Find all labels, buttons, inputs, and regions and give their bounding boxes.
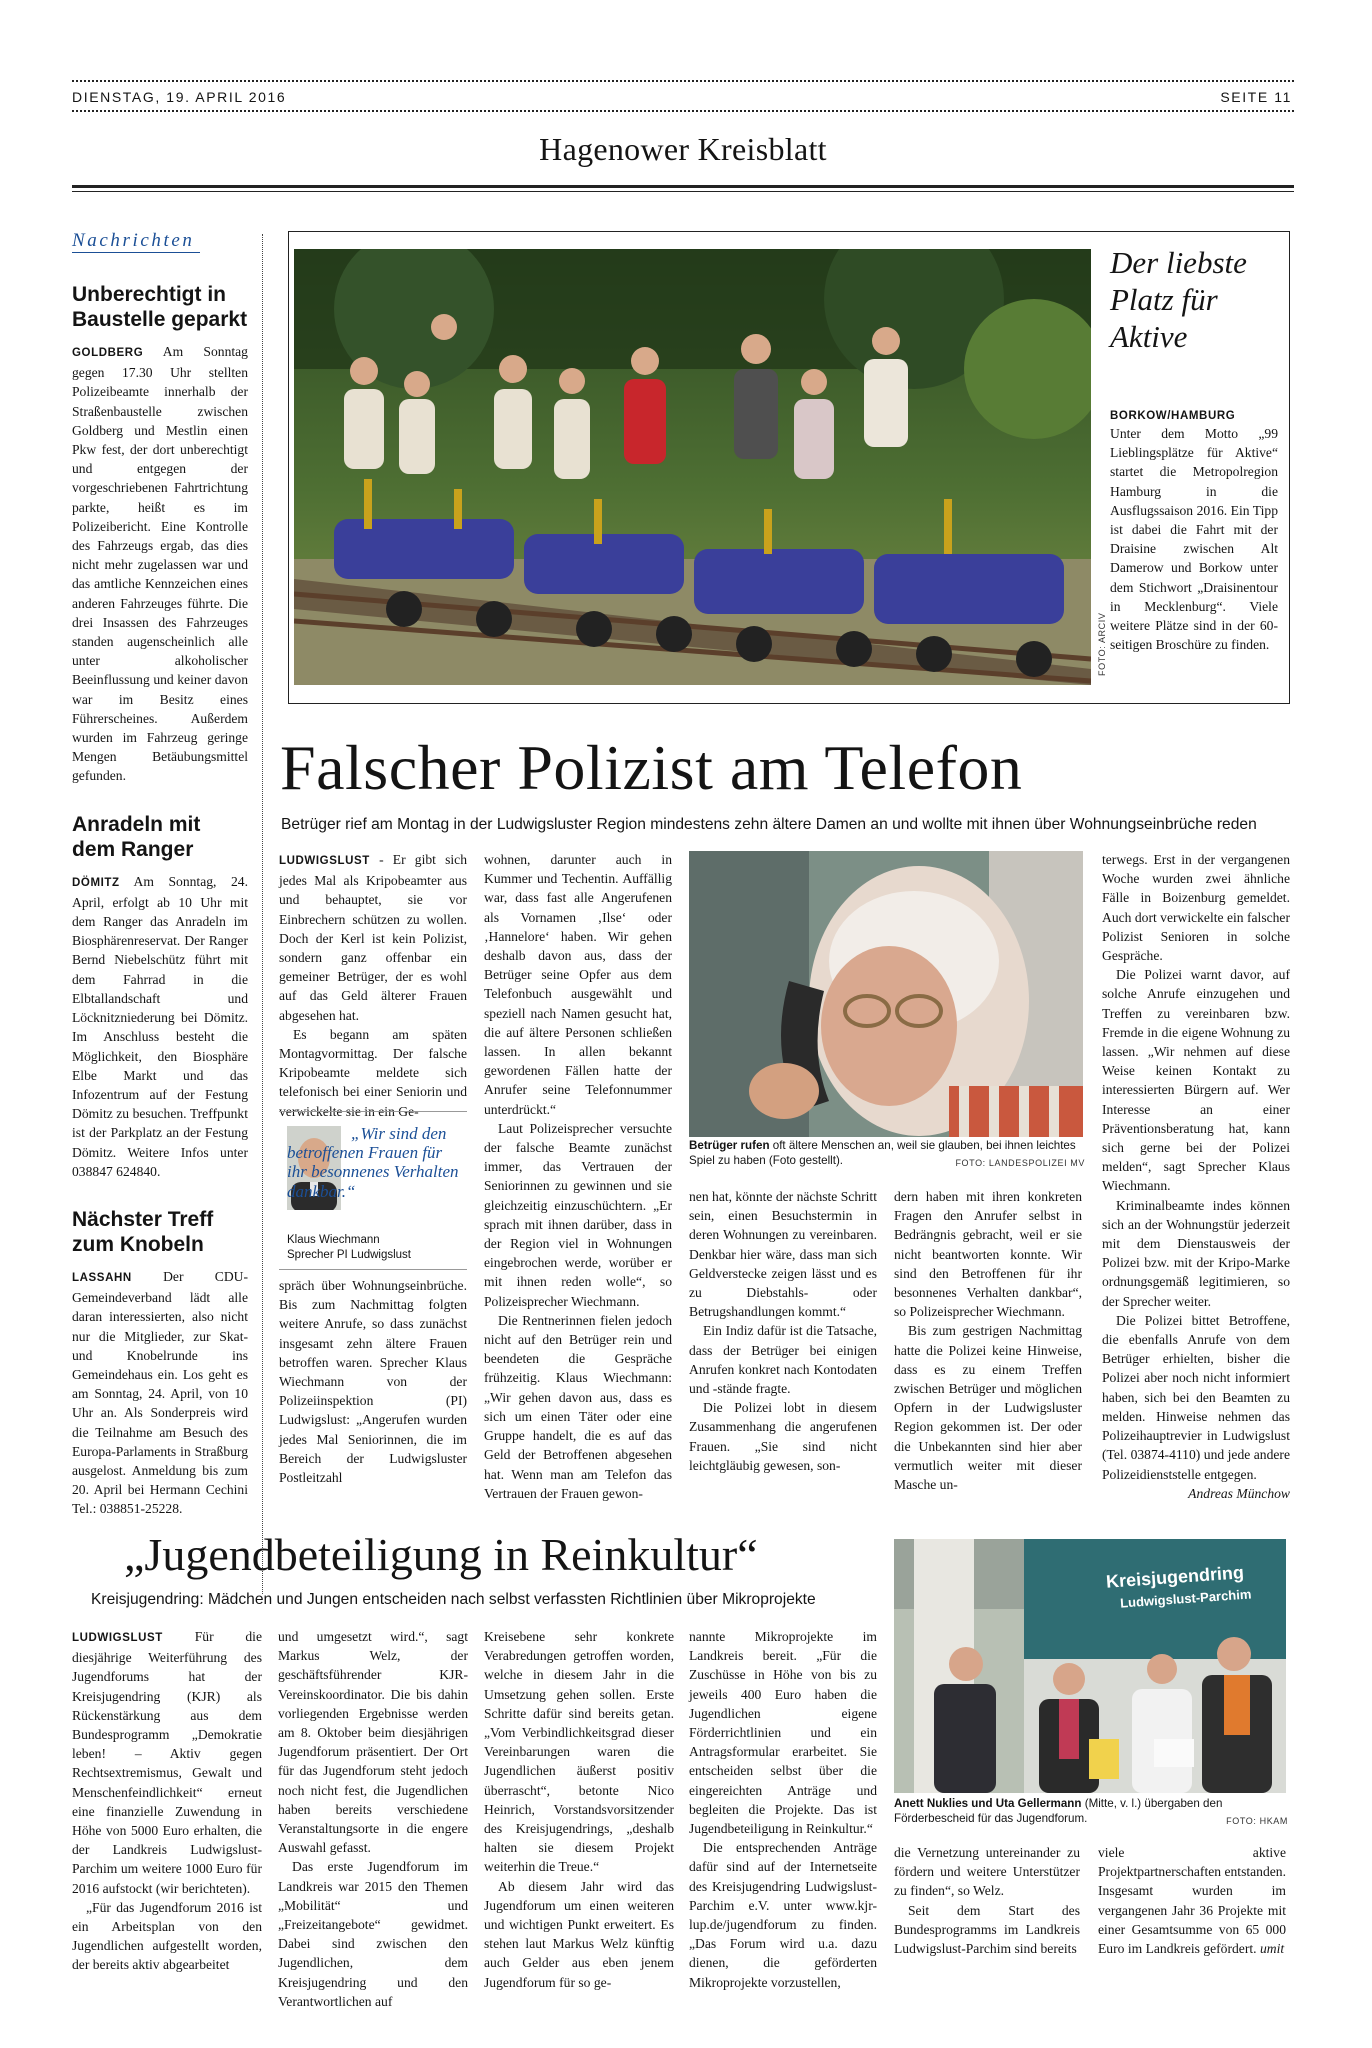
feature-body [1110,410,1278,654]
photo-sign-text: Kreisjugendring [1105,1562,1245,1592]
phone-photo-image [689,851,1083,1137]
article-column: Kreisebene sehr konkrete Verabredungen getroffen worden, welche in diesem Jahr in die Umsetzung gehen sollen. Erste Schritte dafür sind bereits getan. „Vom Verbindlichkeitsgrad dieser Vereinbarungen waren die Jugendlichen äußerst positiv überrascht“, betonte Nico Heinrich, Vorstandsvorsitzender des Kreisjugendrings, „deshalb halten sie diesem Projekt weiterhin die Treue.“ Ab diesem Jahr wird das Jugendforum um einen weiteren und wichtigen Punkt erweitert. Es stehen laut Markus Welz künftig auch Gelder aus eben jenem Jugendforum für so ge- [484,1629,674,1990]
article-column: und umgesetzt wird.“, sagt Markus Welz, der geschäftsführender KJR-Vereinskoordinator. Die bis dahin vorliegenden Ergebnisse werden am 8. Oktober beim diesjährigen Jugendforum präsentiert. Der Ort für das Jugendforum steht jedoch noch nicht fest, die Jugendlichen haben bereits verschiedene Veranstaltungsorte in die engere Auswahl gefasst. Das erste Jugendforum im Landkreis war 2015 den Themen „Mobilität“ und „Freizeitangebote“ gewidmet. Dabei sind zwischen den Jugendlichen, dem Kreisjugendring und den Verantwortlichen auf [278,1629,468,2009]
article-author: Andreas Münchow [1188,1485,1290,1501]
photo-sign-text: Ludwigslust-Parchim [1119,1586,1252,1611]
article-dateline: LUDWIGSLUST [72,1632,163,1644]
page-title: Hagenower Kreisblatt [539,131,827,167]
article-column: dern haben mit ihren konkreten Fragen den Anrufer selbst in Bedrängnis gebracht, weil er sie nicht beantworten konnte. Wir sind den Betroffenen für ihr besonnenes Verhalten dankbar“, so Polizeisprecher Wiechmann. Bis zum gestrigen Nachmittag hatte die Polizei keine Hinweise, dass es zu einem Treffen zwischen Betrüger und möglichen Opfern in der Ludwigsluster Region gekommen ist. Der oder die Unbekannten sind hier aber vermutlich weiter mit dieser Masche un- [894,1189,1082,1493]
header-rule-mid [72,110,1294,112]
phone-photo [689,851,1083,1137]
news-text: Der CDU-Gemeindeverband lädt alle daran interessierten, also nicht nur die Mitglieder, zur Skat- und Knobelrunde ins Gemeindehaus ein. Los geht es am Sonntag, 24. April, von 10 Uhr an. Als Sonderpreis wird die Teilnahme am Besuch des Europa-Parlaments in Straßburg ausgelost. Anmeldung bis zum 20. April bei Hermann Cechini Tel.: 038851-25228. [72,1268,248,1517]
column-divider [262,234,263,1594]
group-photo [894,1539,1286,1793]
article-column: viele aktive Projektpartnerschaften entstanden. Insgesamt wurden im vergangenen Jahr 36 Projekte mit einer Gesamtsumme von 65 000 Euro im Landkreis gefördert. umit [1098,1845,1286,1957]
article-column: LUDWIGSLUST Für die diesjährige Weiterführung des Jugendforums hat der Kreisjugendring (KJR) als Rückenstärkung aus dem Bundesprogramm „Demokratie leben! – Aktiv gegen Rechtsextremismus, Gewalt und Menschenfeindlichkeit“ erneut eine finanzielle Zuwendung in Höhe von 5000 Euro erhalten, die der Landkreis Ludwigslust-Parchim um weitere 1000 Euro für 2016 aufstockt (wir berichteten). „Für das Jugendforum 2016 ist ein Arbeitsplan von den Jugendlichen aufgestellt worden, der bereits aktiv abgearbeitet [72,1629,262,1973]
news-column [72,282,248,1539]
quote-name: Klaus Wiechmann [287,1234,380,1246]
news-dateline: LASSAHN [72,1271,132,1284]
draisine-photo [294,249,1091,685]
news-item [72,812,248,1181]
article-column: wohnen, darunter auch in Kummer und Techentin. Auffällig war, dass fast alle Angerufenen als Vornamen ‚Ilse‘ oder ‚Hannelore‘ haben. Wir gehen deshalb davon aus, dass der Betrüger seine Opfer aus dem Telefonbuch ausgewählt und speziell nach Namen gesucht hat, die auf ältere Personen schließen lassen. In allen bekannt gewordenen Fällen hatte der Anrufer seine Telefonnummer unterdrückt.“ Laut Polizeisprecher versuchte der falsche Beamte zunächst immer, das Vertrauen der Seniorinnen zu gewinnen und sie gleichzeitig einzuschüchtern. „Er sprach mit ihnen darüber, dass in der Region viel in Wohnungen eingebrochen werde, worüber er mit ihnen reden wolle“, so Polizeisprecher Wiechmann. Die Rentnerinnen fielen jedoch nicht auf den Betrüger rein und beendeten die Gespräche frühzeitig. Klaus Wiechmann: „Wir gehen davon aus, dass es sich um einen Täter oder eine Gruppe handelt, die es auf das Geld der Betroffenen abgesehen hat. Wenn man am Telefon das Vertrauen der Frauen gewon- [484,852,672,1501]
header-rule-bottom [72,185,1294,188]
article-dateline: LUDWIGSLUST [279,855,370,867]
feature-dateline: BORKOW/HAMBURG [1110,410,1236,422]
article-column: nen hat, könnte der nächste Schritt sein, einen Besuchstermin in deren Wohnungen zu vereinbaren. Denkbar hier wäre, dass man sich Geldverstecke zeigen lässt und es zu Diebstahls- oder Betrugshandlungen kommt.“ Ein Indiz dafür ist die Tatsache, dass der Betrüger bei einigen Anrufen konkret nach Kontodaten und -stände fragte. Die Polizei lobt in diesem Zusammenhang die angerufenen Frauen. „Sie sind nicht leichtgläubig gewesen, son- [689,1189,877,1473]
news-headline: Anradeln mit dem Ranger [72,812,201,861]
photo-credit: FOTO: HKAM [1226,1816,1288,1826]
article-headline: Falscher Polizist am Telefon [280,732,1023,803]
photo-credit: FOTO: LANDESPOLIZEI MV [955,1158,1085,1168]
news-dateline: DÖMITZ [72,876,120,889]
news-dateline: GOLDBERG [72,347,144,359]
news-headline: Unberechtigt in Baustelle geparkt [72,283,248,331]
article-column: LUDWIGSLUST - Er gibt sich jedes Mal als Kripobeamter aus und behauptet, sie vor Einbrechern schützen zu wollen. Doch der Kerl ist kein Polizist, sondern ganz offenbar ein gemeiner Betrüger, der es wohl auf das Geld älterer Frauen abgesehen hat. Es begann am späten Montagvormittag. Der falsche Kripobeamte meldete sich telefonisch bei einer Seniorin und verwickelte sie in ein Ge- [279,852,467,1119]
quote-box [279,1111,467,1270]
pull-quote: „Wir sind den betroffenen Frauen für ihr besonnenes Verhalten dankbar.“ [287,1124,459,1201]
photo-credit: FOTO: ARCIV [1097,612,1107,676]
draisine-photo-image [294,249,1091,685]
article-author: umit [1259,1941,1285,1957]
article2-subhead: Kreisjugendring: Mädchen und Jungen entscheiden nach selbst verfassten Richtlinien über Mikroprojekte [91,1591,816,1608]
article-column: nannte Mikroprojekte im Landkreis bereit. „Für die Zuschüsse in Höhe von bis zu jeweils 400 Euro haben die Jugendlichen eigene Förderrichtlinien und ein Antragsformular erarbeitet. Sie entscheiden selbst über die eingereichten Anträge und begleiten die Projekte. Das ist Jugendbeteiligung in Reinkultur.“ Die entsprechenden Anträge dafür sind auf der Internetseite des Kreisjugendring Ludwigslust-Parchim e.V. unter www.kjr-lup.de/jugendforum zu finden. „Das Forum wird u.a. dazu dienen, die geförderten Mikroprojekte vorzustellen, [689,1629,877,1990]
article-column: die Vernetzung untereinander zu fördern und weitere Unterstützer zu finden“, so Welz. Seit dem Start des Bundesprogramms im Landkreis Ludwigslust-Parchim sind bereits [894,1845,1080,1957]
header-rule-top [72,80,1294,82]
quote-role: Sprecher PI Ludwigslust [287,1249,412,1261]
feature-text: Unter dem Motto „99 Lieblingsplätze für Aktive“ startet die Metropolregion Hamburg in die Ausflugssaison 2016. Ein Tipp ist dabei die Fahrt mit der Draisine zwischen Alt Damerow und Borkow unter dem Stichwort „Draisinentour in Mecklenburg“. Viele weitere Plätze sind in der 60-seitigen Broschüre zu finden. [1110,426,1278,653]
photo-caption: Betrüger rufen oft ältere Menschen an, weil sie glauben, bei ihnen leichtes Spiel zu haben (Foto gestellt). FOTO: LANDESPOLIZEI MV [689,1138,1085,1171]
header-date: DIENSTAG, 19. APRIL 2016 [72,89,287,105]
news-item [72,282,248,786]
header-page: SEITE 11 [1220,89,1292,105]
article-column: terwegs. Erst in der vergangenen Woche wurden zwei ähnliche Fälle in Boizenburg gemeldet. Auch dort verwickelte ein falscher Polizist Senioren in solche Gespräche. Die Polizei warnt davor, auf solche Anrufe einzugehen und Treffen zu vereinbaren bzw. Fremde in die eigene Wohnung zu lassen. „Wir nehmen auf diese Weise keinen Kontakt zu interessierten Bürgern auf. Wer Interesse an einer Präventionsberatung hat, kann sich gerne bei der Polizei melden“, sagt Sprecher Klaus Wiechmann. Kriminalbeamte indes können sich an der Wohnungstür jederzeit mit dem Dienstausweis der Polizei bzw. mit der Kripo-Marke ordnungsgemäß legitimieren, so der Sprecher weiter. Die Polizei bittet Betroffene, die ebenfalls Anrufe von dem Betrüger erhielten, bisher die Polizei aber noch nicht informiert haben, sich bei den Beamten zu melden. Hinweise nehmen das Polizeihauptrevier in Ludwigslust (Tel. 03874-4110) und jede andere Polizeidienststelle entgegen. Andreas Münchow [1102,850,1290,1503]
news-text: Am Sonntag, 24. April, erfolgt ab 10 Uhr mit dem Ranger das Anradeln im Biosphärenreservat. Der Ranger Bernd Niebelschütz führt mit dem Fahrrad in die Elbtallandschaft und Löcknitzniederung bei Dömitz. Im Anschluss besteht die Möglichkeit, den Biosphäre Elbe Markt und das Infozentrum auf der Festung Dömitz zu besuchen. Treffpunkt ist der Parkplatz an der Festung Dömitz. Weitere Infos unter 038847 624840. [72,873,248,1179]
section-label: Nachrichten [72,230,195,251]
news-headline: Nächster Treff zum Knobeln [72,1207,214,1256]
article-subhead: Betrüger rief am Montag in der Ludwigsluster Region mindestens zehn ältere Damen an und wollte mit ihnen über Wohnungseinbrüche reden [281,816,1257,833]
feature-title: Der liebste Platz für Aktive [1110,245,1247,354]
news-text: Am Sonntag gegen 17.30 Uhr stellten Polizeibeamte innerhalb der Straßenbaustelle zwischen Goldberg und Mestlin einen Pkw fest, der dort unberechtigt und entgegen der vorgeschriebenen Fahrtrichtung parkte, heißt es im Polizeibericht. Eine Kontrolle des Fahrzeugs ergab, das dies nicht mehr zugelassen war und das amtliche Kennzeichen eines anderen Fahrzeuges führte. Die drei Insassen des Fahrzeuges standen augenscheinlich alle unter alkoholischer Beeinflussung und keiner davon war im Besitz eines Führerscheines. Außerdem wurden im Fahrzeug geringe Mengen Betäubungsmittel gefunden. [72,344,248,784]
article-column: spräch über Wohnungseinbrüche. Bis zum Nachmittag folgten weitere Anrufe, so dass zunächst insgesamt zehn ältere Frauen betroffen waren. Sprecher Klaus Wiechmann von der Polizeiinspektion (PI) Ludwigslust: „Angerufen wurden jedes Mal Seniorinnen, die im Bereich der Ludwigsluster Postleitzahl [279,1278,467,1486]
news-item [72,1207,248,1519]
photo-caption: Anett Nuklies und Uta Gellermann (Mitte, v. l.) übergaben den Förderbescheid für das Jugendforum. FOTO: HKAM [894,1796,1288,1829]
article2-headline: „Jugendbeteiligung in Reinkultur“ [124,1529,758,1580]
